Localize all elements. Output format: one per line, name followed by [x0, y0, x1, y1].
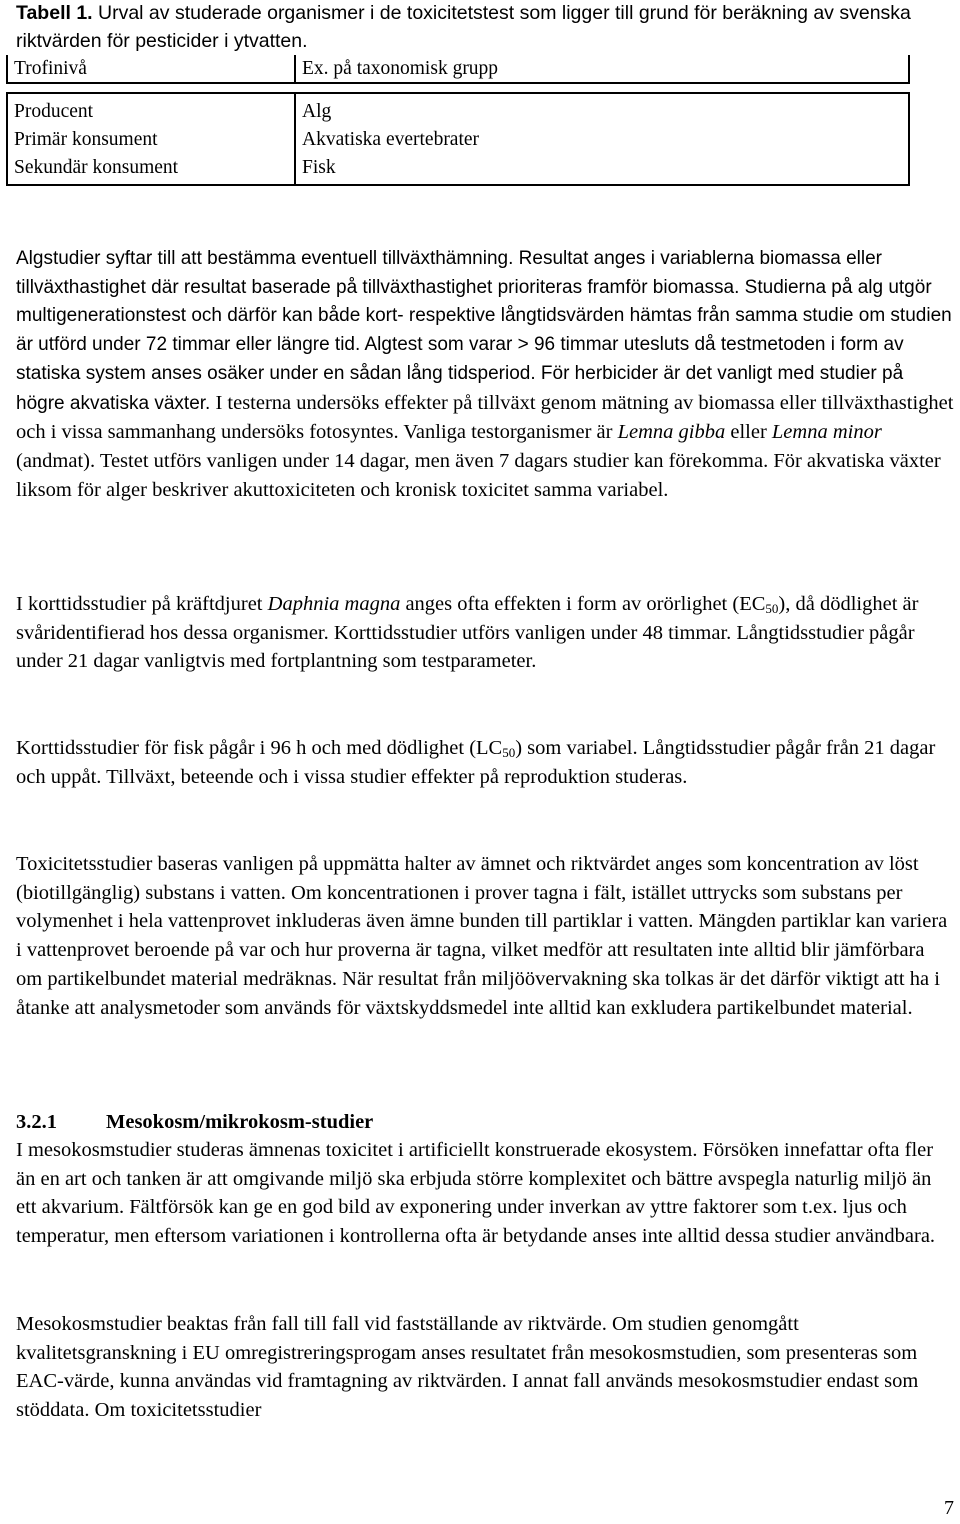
trophic-level-table: [6, 55, 910, 186]
paragraph-mesocosm-intro: I mesokosmstudier studeras ämnenas toxicitet i artificiellt konstruerade ekosystem. Försöken innefattar ofta fler än en art och tanken är att omgivande miljö ska erbjuda större komplexitet och bättre avspegla naturlig miljö än ett akvarium. Fältförsök kan ge en god bild av exponering under inverkan av yttre faktorer som t.ex. ljus och temperatur, men eftersom variationen i kontrollerna ofta är betydande anses inte alltid dessa studier användbara.: [16, 1139, 936, 1248]
paragraph-daphnia-studies: [16, 590, 954, 676]
text-run: ), då dödlighet är svåridentifierad hos dessa organismer. Korttidsstudier utförs vanligen under 48 timmar. Långtidsstudier pågår under 21 dagar vanligtvis med fortplantning som testparameter.: [16, 593, 919, 673]
paragraph-fish-studies: [16, 734, 954, 791]
table-cell: Alg: [302, 101, 332, 122]
text-run: (andmat). Testet utförs vanligen under 14 dagar, men även 7 dagars studier kan förekomma. För akvatiska växter liksom för alger beskriver akuttoxiciteten och kronisk toxicitet samma variabel.: [16, 449, 941, 501]
text-run: I testerna undersöks effekter på tillväxt genom mätning av biomassa eller tillväxthastighet och i vissa sammanhang undersöks fotosyntes. Vanliga testorganismer är: [16, 391, 954, 444]
table-header-cell: Ex. på taxonomisk grupp: [302, 58, 499, 79]
text-run: eller: [725, 421, 772, 444]
text-run: ) som variabel. Långtidsstudier pågår från 21 dagar och uppåt. Tillväxt, beteende och i vissa studier effekter på reproduktion studeras.: [16, 737, 936, 788]
table-caption: [16, 0, 954, 55]
page-number: 7: [944, 1497, 954, 1519]
table-header-cell: Trofinivå: [7, 55, 295, 83]
text-run: Algstudier syftar till att bestämma eventuell tillväxthämning. Resultat anges i variablerna biomassa eller tillväxthastighet där resultat baserade på tillväxthastighet prioriteras framför biomassa. Studierna på alg utgör multigenerationstest och därför kan både kort- respektive långtidsvärden hämtas från samma studie om studien är utförd under 72 timmar eller längre tid. Algtest som varar > 96 timmar utesluts då testmetoden i form av statiska system anses osäker under en sådan lång tidsperiod. För herbicider är det vanligt med studier på högre akvatiska växter.: [16, 248, 952, 414]
table-caption-text: Urval av studerade organismer i de toxicitetstest som ligger till grund för beräkning av svenska riktvärden för pesticider i ytvatten.: [16, 2, 911, 52]
subscript: 50: [502, 745, 516, 760]
table-cell: Producent: [7, 93, 295, 126]
text-run: I korttidsstudier på kräftdjuret: [16, 593, 268, 615]
table-cell: Akvatiska evertebrater: [302, 129, 480, 150]
table-cell: Fisk: [302, 157, 336, 178]
species-name: Daphnia magna: [267, 593, 401, 615]
text-run: Korttidsstudier för fisk pågår i 96 h och med dödlighet (LC: [16, 737, 503, 759]
text-run: anges ofta effekten i form av orörlighet (EC: [400, 593, 766, 615]
table-header-row: [7, 55, 909, 83]
table-row: [7, 154, 909, 185]
species-name: Lemna minor: [771, 421, 882, 444]
table-row: [7, 93, 909, 126]
document-page: [14, 0, 954, 1422]
section-title: Mesokosm/mikrokosm-studier: [106, 1111, 374, 1133]
table-cell: Primär konsument: [7, 126, 295, 154]
table-spacer: [7, 83, 909, 93]
subscript: 50: [765, 601, 779, 616]
table-cell: Sekundär konsument: [7, 154, 295, 185]
table-body: [7, 93, 909, 185]
section-number: 3.2.1: [16, 1111, 57, 1133]
species-name: Lemna gibba: [617, 421, 726, 444]
paragraph-toxicity-studies: Toxicitetsstudier baseras vanligen på uppmätta halter av ämnet och riktvärdet anges som koncentration av löst (biotillgänglig) substans i vatten. Om koncentrationen i prover tagna i fält, istället uttrycks som substans per volymenhet i hela vattenprovet inkluderas även ämne bunden till partiklar i vatten. Mängden partiklar kan variera i vattenprovet beroende på var och hur proverna är tagna, vilket medför att resultaten inte alltid blir jämförbara om partikelbundet material medräknas. När resultat från miljöövervakning ska tolkas är det därför viktigt att ha i åtanke att analysmetoder som används för växtskyddsmedel inte alltid kan exkludera partikelbundet material.: [16, 853, 948, 1019]
table-row: [7, 126, 909, 154]
paragraph-alg-studies: [16, 245, 954, 504]
table-caption-label: Tabell 1.: [16, 2, 93, 24]
section-heading: [16, 1108, 373, 1136]
paragraph-mesocosm-assessment: Mesokosmstudier beaktas från fall till fall vid fastställande av riktvärde. Om studien genomgått kvalitetsgranskning i EU omregistreringsprogam anses resultatet från mesokosmstudien, som presenteras som EAC-värde, kunna användas vid framtagning av riktvärden. I annat fall används mesokosmstudier endast som stöddata. Om toxicitetsstudier: [16, 1313, 919, 1422]
